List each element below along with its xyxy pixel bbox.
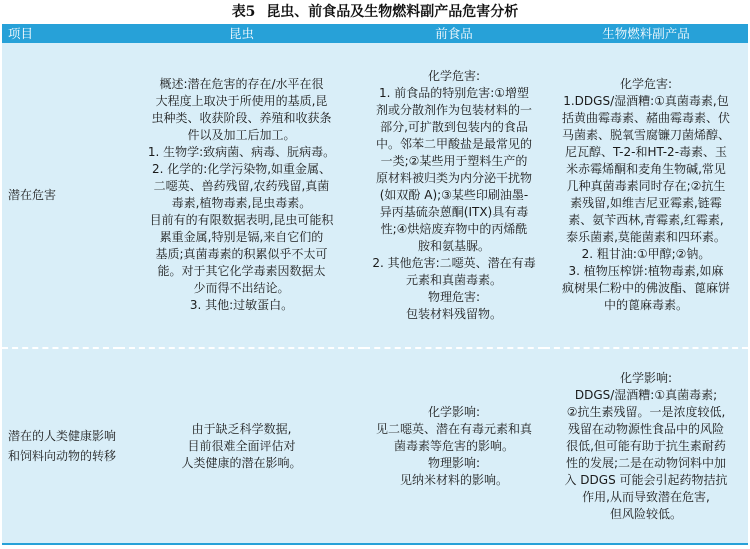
cell-line: 虫种类、收获阶段、养殖和收获条: [151, 111, 332, 125]
cell-line: 马菌素、脱氧雪腐镰刀菌烯醇、: [561, 128, 730, 142]
cell-line: 泰乐菌素,莫能菌素和四环素。: [566, 230, 726, 244]
cell-biofuel-text: [548, 76, 744, 314]
cell-line: 素、氨苄西林,青霉素,红霉素,: [568, 213, 724, 227]
cell-line: 3. 植物压榨饼:植物毒素,如麻: [568, 264, 724, 278]
cell-line: 尼瓦醇、T-2-和HT-2-毒素、玉: [564, 145, 728, 159]
cell-line: 胺和氨基脲。: [417, 238, 490, 253]
cell-line: 件以及加工后加工。: [187, 128, 296, 142]
header-item: 项目: [2, 24, 119, 43]
cell-line: 几种真菌毒素同时存在;②抗生: [566, 179, 726, 193]
cell-line: 包装材料残留物。: [405, 306, 502, 321]
cell-line: 很低,但可能有助于抗生素耐药: [566, 438, 726, 453]
cell-line: 菌毒素等危害的影响。: [393, 438, 514, 453]
cell-line: 性;④烘焙废弃物中的丙烯酰: [380, 221, 528, 236]
cell-line: 目前有的有限数据表明,昆虫可能积: [149, 213, 334, 227]
cell-line: 异丙基硫杂蒽酮(ITX)具有毒: [379, 204, 529, 219]
header-row: [2, 24, 748, 43]
cell-line: 人类健康的潜在影响。: [181, 455, 302, 470]
cell-line: DDGS/湿酒糟:①真菌毒素;: [574, 387, 718, 402]
cell-line: 一类;②某些用于塑料生产的: [380, 153, 528, 168]
hazard-table: [2, 24, 748, 543]
table-caption: 昆虫、前食品及生物燃料副产品危害分析: [266, 4, 519, 20]
cell-line: 元素和真菌毒素。: [405, 272, 502, 287]
cell-line: 中。邻苯二甲酸盐是最常见的: [375, 136, 532, 151]
table-number: 表5: [231, 4, 256, 20]
cell-line: 物理危害:: [427, 289, 481, 304]
cell-line: 化学影响:: [619, 370, 673, 385]
cell-former-food-text: [368, 68, 540, 323]
table-title: [0, 0, 750, 24]
cell-line: 疯树果仁粉中的佛波酯、蓖麻饼: [561, 281, 730, 295]
cell-insect: [119, 348, 364, 543]
cell-line: 二噁英、兽药残留,农药残留,真菌: [153, 179, 330, 193]
row-label: [2, 348, 119, 543]
cell-line: 素残留,如维吉尼亚霉素,链霉: [570, 196, 722, 210]
cell-former-food-text: [368, 404, 540, 489]
row-label: 潜在危害: [2, 43, 119, 348]
cell-line: 1. 前食品的特别危害:①增塑: [378, 85, 530, 100]
cell-line: 毒素,植物毒素,昆虫毒素。: [171, 196, 312, 210]
cell-line: 但风险较低。: [609, 506, 682, 521]
cell-line: ②抗生素残留。一是浓度较低,: [566, 404, 726, 419]
cell-line: 性的发展;二是在动物饲料中加: [565, 455, 727, 470]
cell-biofuel-text: [548, 370, 744, 523]
header-insect: 昆虫: [119, 24, 364, 43]
cell-insect: [119, 43, 364, 348]
cell-line: 2. 化学的:化学污染物,如重金属、: [151, 162, 332, 176]
cell-biofuel: [544, 43, 748, 348]
cell-former-food: [364, 348, 544, 543]
cell-line: 化学危害:: [619, 77, 673, 91]
cell-line: 见纳米材料的影响。: [399, 472, 508, 487]
bottom-rule: [2, 543, 748, 545]
cell-line: 残留在动物源性食品中的风险: [567, 421, 724, 436]
cell-line: 中的蓖麻毒素。: [603, 298, 688, 312]
cell-line: 少而得不出结论。: [193, 281, 290, 295]
cell-line: 见二噁英、潜在有毒元素和真: [375, 421, 532, 436]
header-biofuel: 生物燃料副产品: [544, 24, 748, 43]
cell-line: 原材料被归类为内分泌干扰物: [375, 170, 532, 185]
cell-line: 2. 其他危害:二噁英、潜在有毒: [372, 255, 536, 270]
cell-line: 米赤霉烯酮和麦角生物碱,常见: [566, 162, 726, 176]
cell-insect-text: [123, 421, 360, 472]
cell-line: 化学影响:: [427, 404, 481, 419]
cell-line: 化学危害:: [427, 68, 481, 83]
cell-line: 3. 其他:过敏蛋白。: [189, 298, 294, 312]
cell-line: 概述:潜在危害的存在/水平在很: [159, 77, 324, 91]
cell-former-food: [364, 43, 544, 348]
table-row: [2, 43, 748, 348]
cell-line: 基质;真菌毒素的积累似乎不太可: [155, 247, 328, 261]
cell-line: 作用,从而导致潜在危害,: [582, 489, 710, 504]
cell-line: 1.DDGS/湿酒糟:①真菌毒素,包: [563, 94, 729, 108]
cell-line: 部分,可扩散到包装内的食品: [380, 119, 528, 134]
cell-biofuel: [544, 348, 748, 543]
cell-line: 1. 生物学:致病菌、病毒、朊病毒。: [147, 145, 336, 159]
header-former-food: 前食品: [364, 24, 544, 43]
row-label-text: 潜在的人类健康影响和饲料向动物的转移: [8, 429, 117, 463]
cell-insect-text: [123, 76, 360, 314]
cell-line: 大程度上取决于所使用的基质,昆: [155, 94, 328, 108]
cell-line: 剂或分散剂作为包装材料的一: [375, 102, 532, 117]
cell-line: 2. 粗甘油:①甲醇;②钠。: [581, 247, 711, 261]
cell-line: 由于缺乏科学数据,: [191, 421, 292, 436]
cell-line: 入 DDGS 可能会引起药物拮抗: [564, 472, 728, 487]
cell-line: 能。对于其它化学毒素因数据太: [157, 264, 326, 278]
cell-line: (如双酚 A);③某些印刷油墨-: [379, 187, 529, 202]
cell-line: 目前很难全面评估对: [187, 438, 296, 453]
table-row: [2, 348, 748, 543]
cell-line: 累重金属,特别是镉,来自它们的: [159, 230, 324, 244]
cell-line: 括黄曲霉毒素、赭曲霉毒素、伏: [561, 111, 730, 125]
cell-line: 物理影响:: [427, 455, 481, 470]
